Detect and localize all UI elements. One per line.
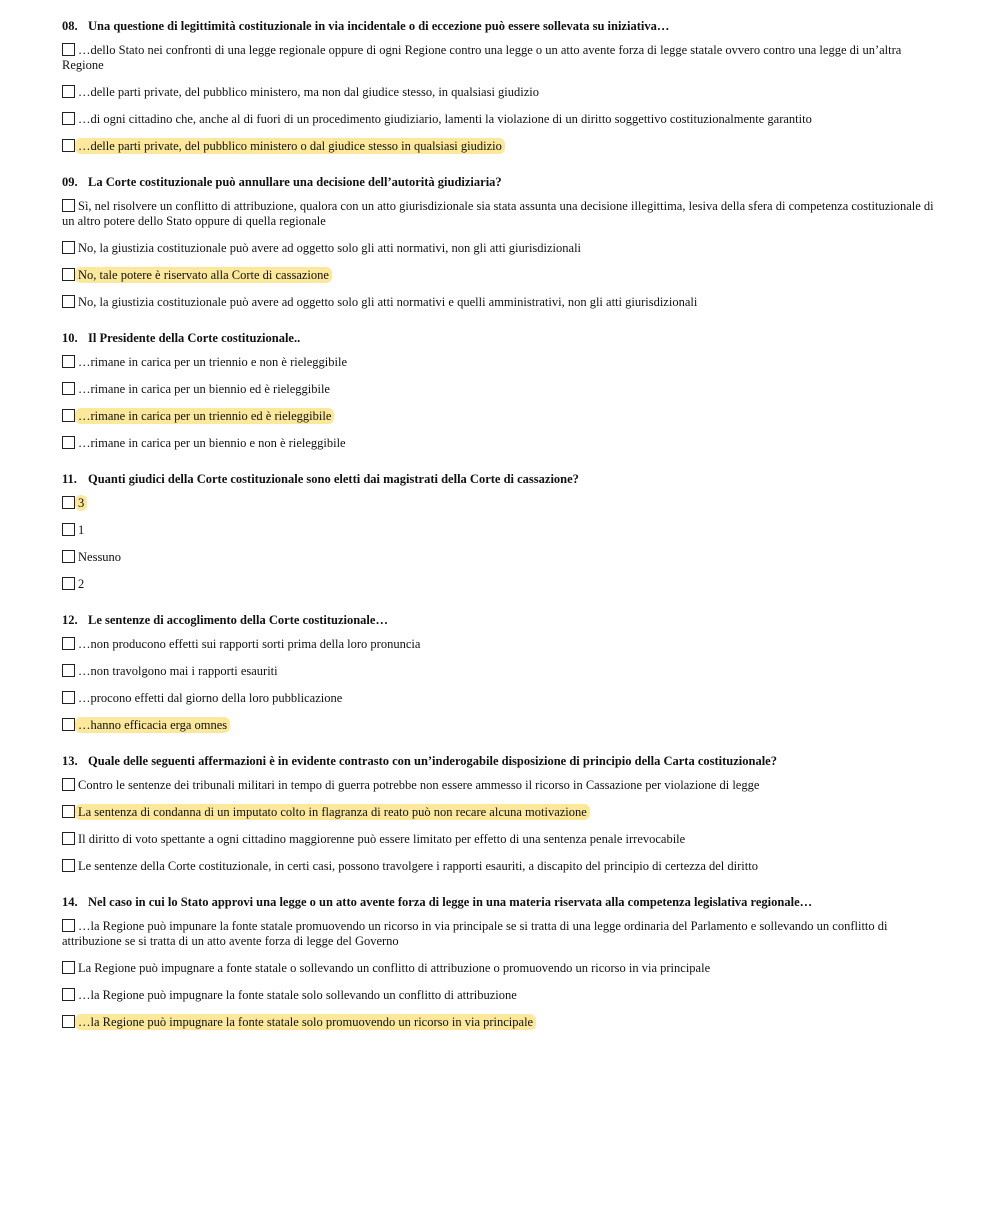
question-number: 08. bbox=[62, 19, 78, 33]
answer-text: …non producono effetti sui rapporti sorti prima della loro pronuncia bbox=[78, 637, 421, 651]
answer-option[interactable] bbox=[62, 523, 938, 538]
question-block bbox=[62, 753, 938, 874]
question-block bbox=[62, 894, 938, 1030]
question-title bbox=[62, 894, 938, 910]
answer-checkbox[interactable] bbox=[62, 718, 75, 731]
answer-text: …delle parti private, del pubblico ministero o dal giudice stesso in qualsiasi giudizio bbox=[75, 138, 505, 154]
question-number: 13. bbox=[62, 754, 78, 768]
answer-option[interactable] bbox=[62, 199, 938, 229]
answer-text: …rimane in carica per un biennio ed è rieleggibile bbox=[78, 382, 330, 396]
question-title bbox=[62, 753, 938, 769]
question-text: Una questione di legittimità costituzionale in via incidentale o di eccezione può essere sollevata su iniziativa… bbox=[88, 19, 670, 33]
answer-text: …la Regione può impunare la fonte statale promuovendo un ricorso in via principale se si tratta di una legge ordinaria del Parlamento e sollevando un conflitto di attribuzione se si tratta di un atto avente forza di legge del Governo bbox=[62, 919, 888, 948]
answer-text: No, la giustizia costituzionale può avere ad oggetto solo gli atti normativi e quelli amministrativi, non gli atti giurisdizionali bbox=[78, 295, 698, 309]
answer-text: …di ogni cittadino che, anche al di fuori di un procedimento giudiziario, lamenti la violazione di un diritto soggettivo costituzionalmente garantito bbox=[78, 112, 812, 126]
question-text: Quale delle seguenti affermazioni è in evidente contrasto con un’inderogabile disposizione di principio della Carta costituzionale? bbox=[88, 754, 777, 768]
answer-option[interactable] bbox=[62, 664, 938, 679]
answer-checkbox[interactable] bbox=[62, 832, 75, 845]
question-block bbox=[62, 612, 938, 733]
answer-option[interactable] bbox=[62, 778, 938, 793]
answer-option[interactable] bbox=[62, 577, 938, 592]
answer-option[interactable] bbox=[62, 691, 938, 706]
question-text: Il Presidente della Corte costituzionale.. bbox=[88, 331, 301, 345]
answer-option[interactable] bbox=[62, 112, 938, 127]
answer-checkbox[interactable] bbox=[62, 550, 75, 563]
answer-checkbox[interactable] bbox=[62, 436, 75, 449]
answer-checkbox[interactable] bbox=[62, 778, 75, 791]
answer-text: Contro le sentenze dei tribunali militari in tempo di guerra potrebbe non essere ammesso il ricorso in Cassazione per violazione di legge bbox=[78, 778, 760, 792]
answer-checkbox[interactable] bbox=[62, 295, 75, 308]
answer-text: La Regione può impugnare a fonte statale o sollevando un conflitto di attribuzione o promuovendo un ricorso in via principale bbox=[78, 961, 711, 975]
question-number: 14. bbox=[62, 895, 78, 909]
answer-text: …non travolgono mai i rapporti esauriti bbox=[78, 664, 278, 678]
answer-checkbox[interactable] bbox=[62, 664, 75, 677]
answer-text: …rimane in carica per un triennio e non è rieleggibile bbox=[78, 355, 347, 369]
question-number: 11. bbox=[62, 472, 77, 486]
answer-option[interactable] bbox=[62, 832, 938, 847]
question-title bbox=[62, 471, 938, 487]
question-title bbox=[62, 612, 938, 628]
answer-option[interactable] bbox=[62, 85, 938, 100]
answer-checkbox[interactable] bbox=[62, 805, 75, 818]
question-number: 12. bbox=[62, 613, 78, 627]
answer-option[interactable] bbox=[62, 859, 938, 874]
answer-option[interactable] bbox=[62, 139, 938, 154]
answer-text: …dello Stato nei confronti di una legge regionale oppure di ogni Regione contro una legge o un atto avente forza di legge statale ovvero contro una legge di un’altra Regione bbox=[62, 43, 902, 72]
answer-text: …la Regione può impugnare la fonte statale solo promuovendo un ricorso in via principale bbox=[75, 1014, 536, 1030]
answer-text: …procono effetti dal giorno della loro pubblicazione bbox=[78, 691, 343, 705]
answer-checkbox[interactable] bbox=[62, 523, 75, 536]
answer-option[interactable] bbox=[62, 43, 938, 73]
answer-checkbox[interactable] bbox=[62, 112, 75, 125]
question-text: La Corte costituzionale può annullare una decisione dell’autorità giudiziaria? bbox=[88, 175, 502, 189]
answer-checkbox[interactable] bbox=[62, 637, 75, 650]
answer-checkbox[interactable] bbox=[62, 919, 75, 932]
question-title bbox=[62, 18, 938, 34]
answer-checkbox[interactable] bbox=[62, 691, 75, 704]
answer-text: Le sentenze della Corte costituzionale, in certi casi, possono travolgere i rapporti esauriti, a discapito del principio di certezza del diritto bbox=[78, 859, 758, 873]
answer-text: …delle parti private, del pubblico ministero, ma non dal giudice stesso, in qualsiasi giudizio bbox=[78, 85, 540, 99]
answer-checkbox[interactable] bbox=[62, 577, 75, 590]
answer-option[interactable] bbox=[62, 409, 938, 424]
question-number: 10. bbox=[62, 331, 78, 345]
answer-text: …rimane in carica per un biennio e non è rieleggibile bbox=[78, 436, 346, 450]
answer-option[interactable] bbox=[62, 637, 938, 652]
answer-option[interactable] bbox=[62, 1015, 938, 1030]
answer-checkbox[interactable] bbox=[62, 382, 75, 395]
question-title bbox=[62, 174, 938, 190]
question-block bbox=[62, 174, 938, 310]
answer-checkbox[interactable] bbox=[62, 199, 75, 212]
answer-checkbox[interactable] bbox=[62, 1015, 75, 1028]
answer-checkbox[interactable] bbox=[62, 268, 75, 281]
answer-text: …la Regione può impugnare la fonte statale solo sollevando un conflitto di attribuzione bbox=[78, 988, 517, 1002]
answer-checkbox[interactable] bbox=[62, 859, 75, 872]
answer-text: 2 bbox=[78, 577, 85, 591]
answer-option[interactable] bbox=[62, 961, 938, 976]
answer-option[interactable] bbox=[62, 241, 938, 256]
answer-text: La sentenza di condanna di un imputato colto in flagranza di reato può non recare alcuna motivazione bbox=[75, 804, 590, 820]
answer-text: No, tale potere è riservato alla Corte di cassazione bbox=[75, 267, 332, 283]
answer-checkbox[interactable] bbox=[62, 409, 75, 422]
answer-text: Il diritto di voto spettante a ogni cittadino maggiorenne può essere limitato per effetto di una sentenza penale irrevocabile bbox=[78, 832, 686, 846]
answer-option[interactable] bbox=[62, 988, 938, 1003]
answer-checkbox[interactable] bbox=[62, 85, 75, 98]
answer-option[interactable] bbox=[62, 436, 938, 451]
answer-option[interactable] bbox=[62, 355, 938, 370]
question-block bbox=[62, 471, 938, 592]
answer-checkbox[interactable] bbox=[62, 355, 75, 368]
answer-checkbox[interactable] bbox=[62, 241, 75, 254]
question-block bbox=[62, 330, 938, 451]
answer-option[interactable] bbox=[62, 805, 938, 820]
answer-text: 3 bbox=[75, 495, 87, 511]
question-text: Le sentenze di accoglimento della Corte costituzionale… bbox=[88, 613, 388, 627]
answer-option[interactable] bbox=[62, 295, 938, 310]
answer-option[interactable] bbox=[62, 550, 938, 565]
answer-text: No, la giustizia costituzionale può avere ad oggetto solo gli atti normativi, non gli atti giurisdizionali bbox=[78, 241, 582, 255]
answer-text: …rimane in carica per un triennio ed è rieleggibile bbox=[75, 408, 334, 424]
answer-checkbox[interactable] bbox=[62, 988, 75, 1001]
question-title bbox=[62, 330, 938, 346]
answer-text: Sì, nel risolvere un conflitto di attribuzione, qualora con un atto giurisdizionale sia stata assunta una decisione illegittima, lesiva della sfera di competenza costituzionale di un altro potere dello Stato oppure di quella regionale bbox=[62, 199, 934, 228]
answer-text: …hanno efficacia erga omnes bbox=[75, 717, 230, 733]
answer-option[interactable] bbox=[62, 268, 938, 283]
answer-checkbox[interactable] bbox=[62, 496, 75, 509]
answer-text: 1 bbox=[78, 523, 85, 537]
answer-checkbox[interactable] bbox=[62, 961, 75, 974]
question-text: Nel caso in cui lo Stato approvi una legge o un atto avente forza di legge in una materia riservata alla competenza legislativa regionale… bbox=[88, 895, 813, 909]
question-block bbox=[62, 18, 938, 154]
answer-text: Nessuno bbox=[78, 550, 122, 564]
answer-checkbox[interactable] bbox=[62, 43, 75, 56]
answer-option[interactable] bbox=[62, 382, 938, 397]
answer-checkbox[interactable] bbox=[62, 139, 75, 152]
answer-option[interactable] bbox=[62, 718, 938, 733]
answer-option[interactable] bbox=[62, 496, 938, 511]
answer-option[interactable] bbox=[62, 919, 938, 949]
question-number: 09. bbox=[62, 175, 78, 189]
question-text: Quanti giudici della Corte costituzionale sono eletti dai magistrati della Corte di cassazione? bbox=[88, 472, 579, 486]
